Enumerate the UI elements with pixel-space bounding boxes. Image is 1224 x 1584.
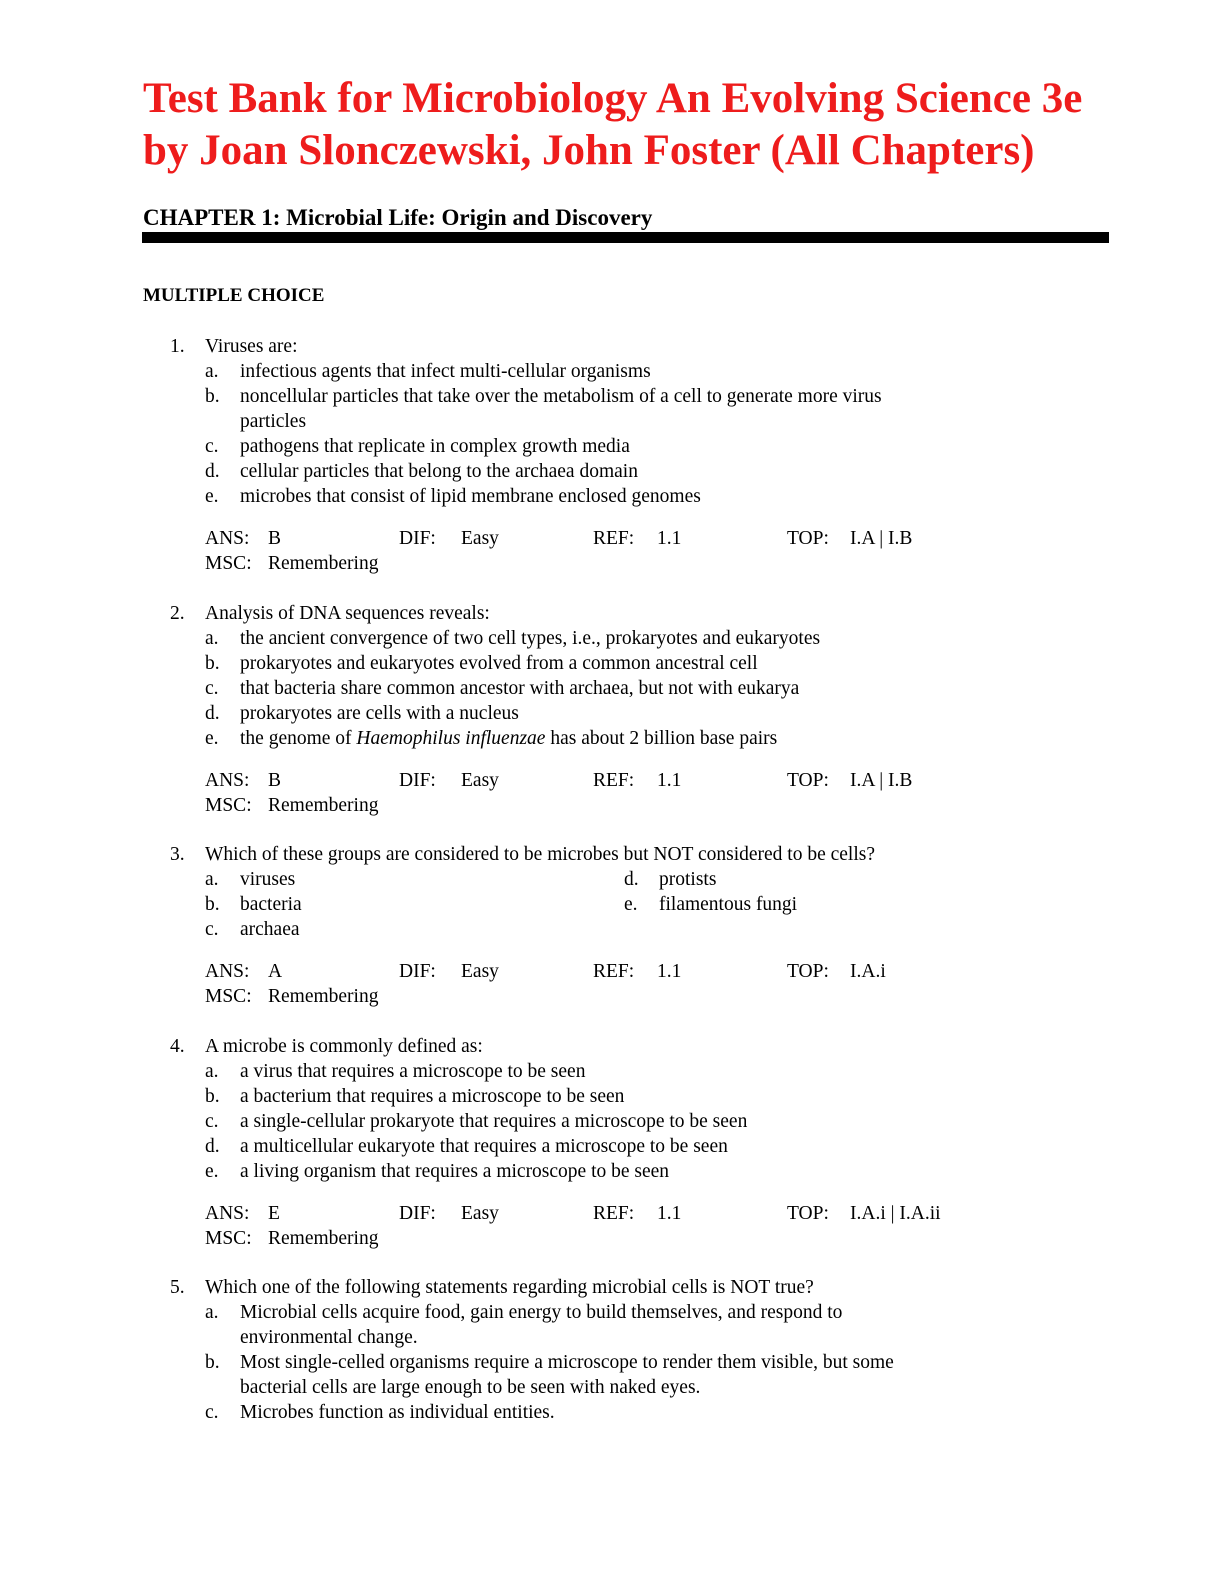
ans-value: E — [268, 1203, 280, 1224]
ref-label: REF: — [593, 1203, 635, 1224]
option-letter: a. — [205, 1302, 219, 1323]
top-label: TOP: — [787, 770, 829, 791]
top-label: TOP: — [787, 528, 829, 549]
option-text-after: has about 2 billion base pairs — [545, 728, 778, 749]
option-letter: c. — [205, 436, 219, 457]
option-text: Most single-celled organisms require a microscope to render them visible, but some — [240, 1352, 894, 1373]
top-label: TOP: — [787, 1203, 829, 1224]
ans-label: ANS: — [205, 528, 250, 549]
option-letter: b. — [205, 1352, 220, 1373]
question-text: Viruses are: — [205, 336, 298, 357]
option-text: cellular particles that belong to the archaea domain — [240, 461, 638, 482]
ans-label: ANS: — [205, 1203, 250, 1224]
dif-label: DIF: — [399, 1203, 436, 1224]
question-number: 5. — [170, 1277, 185, 1298]
question-text: A microbe is commonly defined as: — [205, 1036, 483, 1057]
option-letter: d. — [205, 461, 220, 482]
option-letter: d. — [205, 703, 220, 724]
option-text: prokaryotes are cells with a nucleus — [240, 703, 519, 724]
option-text-continued: particles — [240, 411, 307, 432]
ref-value: 1.1 — [657, 528, 682, 549]
ans-value: B — [268, 770, 282, 791]
option-text: pathogens that replicate in complex growth media — [240, 436, 630, 457]
msc-label: MSC: — [205, 795, 252, 816]
option-text: a living organism that requires a microscope to be seen — [240, 1161, 670, 1182]
option-text-continued: environmental change. — [240, 1327, 418, 1348]
option-letter: b. — [205, 386, 220, 407]
dif-label: DIF: — [399, 528, 436, 549]
option-letter: c. — [205, 1111, 219, 1132]
chapter-heading: CHAPTER 1: Microbial Life: Origin and Discovery — [143, 205, 653, 230]
msc-label: MSC: — [205, 1228, 252, 1249]
ref-value: 1.1 — [657, 770, 682, 791]
species-name: Haemophilus influenzae — [356, 728, 546, 749]
option-letter: e. — [205, 1161, 219, 1182]
option-text: that bacteria share common ancestor with archaea, but not with eukarya — [240, 678, 800, 699]
dif-value: Easy — [461, 770, 499, 791]
question-text: Which of these groups are considered to be microbes but NOT considered to be cells? — [205, 844, 876, 865]
ref-label: REF: — [593, 770, 635, 791]
msc-label: MSC: — [205, 986, 252, 1007]
question-text: Analysis of DNA sequences reveals: — [205, 603, 490, 624]
option-text: bacteria — [240, 894, 302, 915]
option-text: a virus that requires a microscope to be seen — [240, 1061, 586, 1082]
option-text: a bacterium that requires a microscope to be seen — [240, 1086, 625, 1107]
option-text: the ancient convergence of two cell types, i.e., prokaryotes and eukaryotes — [240, 628, 821, 649]
option-text: Microbes function as individual entities. — [240, 1402, 555, 1423]
top-value: I.A | I.B — [850, 770, 913, 791]
option-text: protists — [659, 869, 717, 890]
question-number: 2. — [170, 603, 185, 624]
title-line-2: by Joan Slonczewski, John Foster (All Chapters) — [143, 127, 1035, 174]
option-text: microbes that consist of lipid membrane enclosed genomes — [240, 486, 701, 507]
dif-value: Easy — [461, 961, 499, 982]
dif-value: Easy — [461, 1203, 499, 1224]
option-text: viruses — [240, 869, 296, 890]
ans-value: B — [268, 528, 282, 549]
dif-label: DIF: — [399, 961, 436, 982]
option-letter: c. — [205, 1402, 219, 1423]
option-letter: b. — [205, 1086, 220, 1107]
dif-value: Easy — [461, 528, 499, 549]
ref-value: 1.1 — [657, 961, 682, 982]
ref-value: 1.1 — [657, 1203, 682, 1224]
option-letter: e. — [205, 486, 219, 507]
option-text-continued: bacterial cells are large enough to be seen with naked eyes. — [240, 1377, 701, 1398]
option-letter: b. — [205, 894, 220, 915]
option-text: a single-cellular prokaryote that requires a microscope to be seen — [240, 1111, 748, 1132]
title-line-1: Test Bank for Microbiology An Evolving Science 3e — [143, 75, 1083, 122]
option-letter: a. — [205, 1061, 219, 1082]
msc-value: Remembering — [268, 553, 379, 574]
top-label: TOP: — [787, 961, 829, 982]
option-letter: a. — [205, 628, 219, 649]
ref-label: REF: — [593, 528, 635, 549]
option-letter: b. — [205, 653, 220, 674]
question-number: 3. — [170, 844, 185, 865]
option-text-before: the genome of — [240, 728, 357, 749]
option-letter: c. — [205, 678, 219, 699]
top-value: I.A | I.B — [850, 528, 913, 549]
question-text: Which one of the following statements regarding microbial cells is NOT true? — [205, 1277, 814, 1298]
ans-label: ANS: — [205, 961, 250, 982]
msc-label: MSC: — [205, 553, 252, 574]
option-letter: c. — [205, 919, 219, 940]
option-text: infectious agents that infect multi-cellular organisms — [240, 361, 651, 382]
document-title — [143, 73, 1143, 177]
ans-label: ANS: — [205, 770, 250, 791]
option-text: Microbial cells acquire food, gain energy to build themselves, and respond to — [240, 1302, 843, 1323]
option-letter: e. — [624, 894, 638, 915]
option-letter: a. — [205, 869, 219, 890]
top-value: I.A.i | I.A.ii — [850, 1203, 941, 1224]
msc-value: Remembering — [268, 795, 379, 816]
question-number: 1. — [170, 336, 185, 357]
chapter-divider — [142, 232, 1109, 243]
option-text — [240, 726, 777, 751]
option-letter: d. — [205, 1136, 220, 1157]
option-text: noncellular particles that take over the metabolism of a cell to generate more virus — [240, 386, 882, 407]
option-text: a multicellular eukaryote that requires a microscope to be seen — [240, 1136, 728, 1157]
top-value: I.A.i — [850, 961, 886, 982]
option-letter: d. — [624, 869, 639, 890]
option-text: filamentous fungi — [659, 894, 798, 915]
msc-value: Remembering — [268, 1228, 379, 1249]
msc-value: Remembering — [268, 986, 379, 1007]
section-heading: MULTIPLE CHOICE — [143, 285, 325, 306]
ans-value: A — [268, 961, 283, 982]
dif-label: DIF: — [399, 770, 436, 791]
question-number: 4. — [170, 1036, 185, 1057]
option-text: prokaryotes and eukaryotes evolved from a common ancestral cell — [240, 653, 758, 674]
option-letter: e. — [205, 728, 219, 749]
option-letter: a. — [205, 361, 219, 382]
ref-label: REF: — [593, 961, 635, 982]
option-text: archaea — [240, 919, 300, 940]
